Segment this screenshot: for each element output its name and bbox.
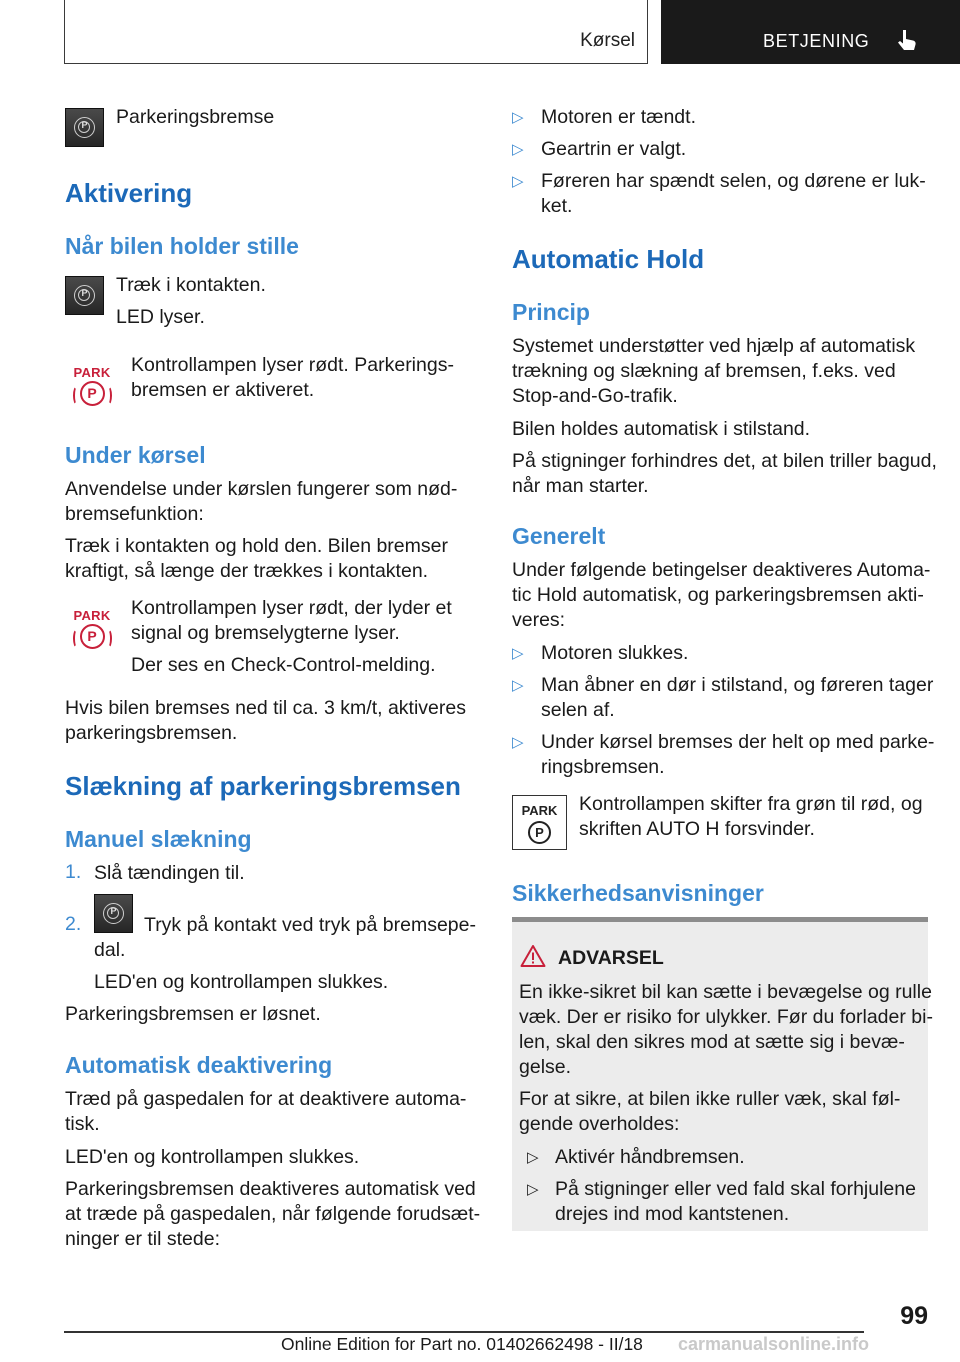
list-item: ket. [541, 195, 573, 217]
text-line: Hvis bilen bremses ned til ca. 3 km/t, aktiveres [65, 697, 466, 719]
heading-sikkerhedsanvisninger: Sikkerhedsanvisninger [512, 880, 764, 906]
text-line: når man starter. [512, 475, 649, 497]
text-line: På stigninger forhindres det, at bilen triller bagud, [512, 450, 937, 472]
park-warning-lamp-icon: PARK P [72, 365, 112, 406]
bullet-triangle-icon: ▷ [512, 734, 524, 751]
step-text: Slå tændingen til. [94, 862, 245, 884]
list-item: Føreren har spændt selen, og dørene er luk- [541, 170, 926, 192]
text-line: parkeringsbremsen. [65, 722, 238, 744]
parking-brake-switch-icon: P [65, 276, 104, 315]
text-line: Bilen holdes automatisk i stilstand. [512, 418, 811, 440]
text-line: kraftigt, så længe der trækkes i kontakten. [65, 560, 429, 582]
bullet-triangle-icon: ▷ [527, 1149, 539, 1166]
intro-label: Parkeringsbremse [116, 106, 275, 128]
bullet-triangle-icon: ▷ [512, 677, 524, 694]
text-line: at træde på gaspedalen, når følgende forudsæt- [65, 1203, 481, 1225]
parking-brake-switch-icon: P [65, 108, 104, 147]
text-line: Kontrollampen lyser rødt, der lyder et [131, 597, 452, 619]
list-item: Motoren er tændt. [541, 106, 696, 128]
warning-text: gelse. [519, 1056, 572, 1078]
pointing-hand-icon [894, 27, 920, 53]
warning-text: gende overholdes: [519, 1113, 680, 1135]
text-line: Kontrollampen skifter fra grøn til rød, og [579, 793, 923, 815]
warning-text: En ikke-sikret bil kan sætte i bevægelse og rulle [519, 981, 932, 1003]
text-line: ninger er til stede: [65, 1228, 221, 1250]
text-line: tisk. [65, 1113, 100, 1135]
header-section-title: Kørsel [580, 30, 635, 51]
text-line: Anvendelse under kørslen fungerer som nød- [65, 478, 458, 500]
warning-text: væk. Der er risiko for ulykker. Før du forlader bi- [519, 1006, 933, 1028]
footer-edition: Online Edition for Part no. 01402662498 - II/18 [281, 1334, 643, 1354]
step-subtext: LED'en og kontrollampen slukkes. [94, 971, 389, 993]
text-line: Der ses en Check-Control-melding. [131, 654, 436, 676]
list-item: Man åbner en dør i stilstand, og føreren tager [541, 674, 934, 696]
text-line: Stop-and-Go-trafik. [512, 385, 678, 407]
list-item: ringsbremsen. [541, 756, 665, 778]
park-warning-lamp-icon: PARK P [72, 608, 112, 649]
text-line: trækning og slækning af bremsen, f.eks. ved [512, 360, 896, 382]
text-line: skriften AUTO H forsvinder. [579, 818, 815, 840]
text-line: bremsen er aktiveret. [131, 379, 315, 401]
footer-divider [64, 1331, 864, 1333]
bullet-triangle-icon: ▷ [512, 173, 524, 190]
list-item: Geartrin er valgt. [541, 138, 687, 160]
header-chapter-tab [661, 0, 960, 64]
heading-manuel-slaekning: Manuel slækning [65, 826, 252, 852]
warning-list-item: Aktivér håndbremsen. [555, 1146, 745, 1168]
warning-text: len, skal den sikres mod at sætte sig i bevæ- [519, 1031, 905, 1053]
bullet-triangle-icon: ▷ [512, 109, 524, 126]
page-number: 99 [900, 1302, 928, 1330]
step-number: 1. [65, 861, 82, 883]
park-lamp-icon: PARK P [512, 795, 567, 850]
text-line: bremsefunktion: [65, 503, 204, 525]
heading-generelt: Generelt [512, 523, 606, 549]
list-item: selen af. [541, 699, 615, 721]
watermark: carmanualsonline.info [678, 1334, 870, 1354]
warning-triangle-icon [520, 944, 546, 968]
heading-automatisk-deaktivering: Automatisk deaktivering [65, 1052, 333, 1078]
parking-brake-switch-icon: P [94, 894, 133, 933]
heading-slaekning: Slækning af parkeringsbremsen [65, 771, 461, 801]
text-line: LED'en og kontrollampen slukkes. [65, 1146, 360, 1168]
bullet-triangle-icon: ▷ [512, 141, 524, 158]
text-line: tic Hold automatisk, og parkeringsbremsen akti- [512, 584, 924, 606]
list-item: Under kørsel bremses der helt op med parke- [541, 731, 935, 753]
list-item: Motoren slukkes. [541, 642, 689, 664]
step-text: Tryk på kontakt ved tryk på bremsepe- [144, 914, 476, 936]
heading-princip: Princip [512, 299, 590, 325]
warning-text: For at sikre, at bilen ikke ruller væk, skal føl- [519, 1088, 901, 1110]
text-line: Parkeringsbremsen er løsnet. [65, 1003, 321, 1025]
text-line: Systemet understøtter ved hjælp af automatisk [512, 335, 916, 357]
text-line: Træk i kontakten. [116, 274, 266, 296]
warning-title: ADVARSEL [558, 947, 664, 969]
heading-automatic-hold: Automatic Hold [512, 244, 705, 274]
header-chapter-title: BETJENING [763, 31, 870, 51]
text-line: Under følgende betingelser deaktiveres Automa- [512, 559, 931, 581]
heading-under-korsel: Under kørsel [65, 442, 206, 468]
heading-holder-stille: Når bilen holder stille [65, 233, 299, 259]
step-number: 2. [65, 913, 82, 935]
text-line: Kontrollampen lyser rødt. Parkerings- [131, 354, 454, 376]
step-text: dal. [94, 939, 126, 961]
warning-list-item: På stigninger eller ved fald skal forhjulene [555, 1178, 916, 1200]
text-line: Parkeringsbremsen deaktiveres automatisk ved [65, 1178, 476, 1200]
text-line: signal og bremselygterne lyser. [131, 622, 400, 644]
text-line: veres: [512, 609, 566, 631]
header-section-tab [64, 0, 648, 64]
warning-list-item: drejes ind mod kantstenen. [555, 1203, 790, 1225]
text-line: Træk i kontakten og hold den. Bilen bremser [65, 535, 448, 557]
bullet-triangle-icon: ▷ [512, 645, 524, 662]
heading-aktivering: Aktivering [65, 178, 193, 208]
text-line: LED lyser. [116, 306, 205, 328]
text-line: Træd på gaspedalen for at deaktivere automa- [65, 1088, 467, 1110]
bullet-triangle-icon: ▷ [527, 1181, 539, 1198]
